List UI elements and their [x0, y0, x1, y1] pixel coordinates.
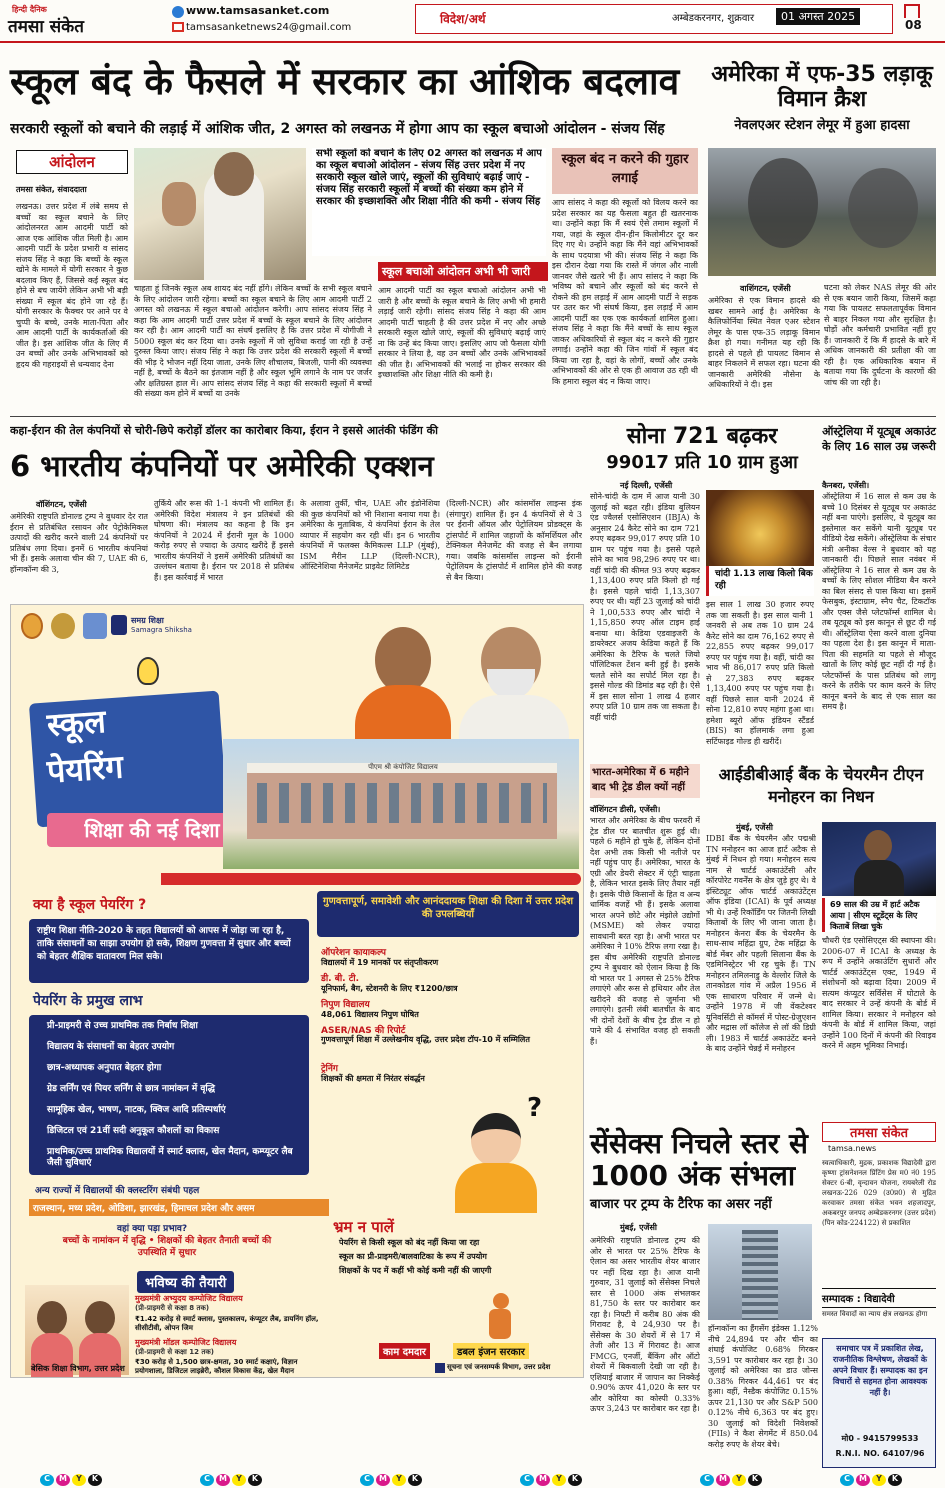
achievements-heading: गुणवत्तापूर्ण, समावेशी और आनंददायक शिक्षा की दिशा में उत्तर प्रदेश की उपलब्धियाँ [323, 896, 573, 920]
lead-byline: तमसा संकेत, संवाददाता [16, 185, 87, 194]
slogan-b: डबल इंजन सरकार [453, 1343, 529, 1359]
future-2-text: ₹30 करोड़ से 1,500 छात्र-क्षमता, 30 स्मार्ट कक्षाएं, विज्ञान प्रयोगशाला, डिजिटल लाइब्रेरी, कौशल विकास केंद्र, खेल मैदान [135, 1358, 298, 1375]
imprint-invite-box [822, 1338, 936, 1468]
print-mark-y: Y [392, 1474, 406, 1486]
f35-col-1: अमेरिका से एक विमान हादसे की खबर सामने आई है। अमेरिका के कैलिफोर्निया स्थित नेवल एअर स्टेशन लेमूर के पास एफ-35 लड़ाकू विमान क्रैश हो गया। गनीमत यह रही कि हादसे से पहले ही पायलट विमान से बाहर निकलने में सफल रहा। घटना की जानकारी अमेरिकी नौसेना के अधिकारियों ने दी। इस [708, 296, 820, 389]
imprint-site[interactable]: tamsa.news [828, 1144, 877, 1153]
print-mark-k: K [568, 1474, 582, 1486]
gold-headline-1: सोना 721 बढ़कर [626, 424, 778, 449]
dept-credit: बेसिक शिक्षा विभाग, उत्तर प्रदेश [31, 1364, 125, 1373]
myth-heading: भ्रम न पालें [333, 1218, 394, 1236]
imprint-text: स्वत्वाधिकारी, मुद्रक, प्रकाशक विद्यादेवी द्वारा कृष्णा ट्रांसनेशनल प्रिंटिंग प्रेस म0 नं0 195 सेक्टर 6-बी, वृन्दावन योजना, रायबरेली रोड लखनऊ-226 029 (उ0प्र0) से मुद्रित करवाकर तमसा संकेत भवन शहजादपुर, अकबरपुर जनपद अम्बेडकरनगर (उत्तर प्रदेश) (पिन कोड-224122) से प्रकाशित [822, 1159, 936, 1227]
print-mark-c: C [520, 1474, 534, 1486]
sensex-col-1: अमेरिकी राष्ट्रपति डोनाल्ड ट्रम्प की ओर से भारत पर 25% टैरिफ के ऐलान का असर भारतीय शेयर बाजार पर नहीं दिख रहा है। आज यानी गुरुवार, 31 जुलाई को सेंसेक्स निचले स्तर से 1000 अंक संभलकर 81,750 के स्तर पर कारोबार कर रहा है। निफ्टी में करीब 80 अंक की गिरावट है, ये 24,930 पर है। सेंसेक्स के 30 शेयरों में से 17 में तेजी और 13 में गिरावट है। आज FMCG, एनर्जी, बैंकिंग और ऑटो शेयरों में बिकवाली देखी जा रही है। एशियाई बाजार में जापान का निक्केई 0.90% ऊपर 41,020 के स्तर पर और कोरिया का कोस्पी 0.33% ऊपर 3,243 पर कारोबार कर रहा है। [590, 1236, 700, 1413]
school-building-illustration [223, 739, 579, 869]
achievement-title: ASER/NAS की रिपोर्ट [321, 1026, 406, 1036]
thinking-child-illustration [431, 1093, 577, 1213]
lead-boxhead: स्कूल बचाओ आंदोलन अभी भी जारी [378, 262, 548, 281]
print-mark-y: Y [552, 1474, 566, 1486]
benefit-item: प्री-प्राइमरी से उच्च प्राथमिक तक निर्बाध शिक्षा [47, 1021, 198, 1031]
imprint-invite: समाचार पत्र में प्रकाशित लेख, राजनीतिक विश्लेषण, लेखकों के अपने विचार हैं। सम्पादक का इन विचारों से सहमत होना आवश्यक नहीं है। [832, 1344, 928, 1397]
print-mark-m: M [216, 1474, 230, 1486]
students-photo [25, 1285, 129, 1375]
slogan-a: काम दमदार [379, 1343, 430, 1359]
school-pairing-ad [10, 604, 584, 1378]
bse-building-photo [708, 1224, 812, 1320]
australia-headline: ऑस्ट्रेलिया में यूट्यूब अकाउंट के लिए 16 साल उम्र जरूरी [822, 425, 936, 453]
print-mark-y: Y [232, 1474, 246, 1486]
runner-body [489, 1309, 511, 1339]
lead-headline: स्कूल बंद के फैसले में सरकार का आंशिक बदलाव [10, 60, 680, 103]
lightbulb-icon [137, 657, 159, 685]
future-1-title: मुख्यमंत्री अभ्युदय कम्पोजिट विद्यालय [135, 1294, 243, 1303]
page-number: 08 [905, 18, 922, 32]
issue-date: 01 अगस्त 2025 [776, 8, 860, 25]
leader-2-body [459, 695, 569, 745]
gold-col-2: इस साल 1 लाख 30 हजार रुपए तक जा सकती है। इस साल यानी 1 जनवरी से अब तक 10 ग्राम 24 कैरेट सोने का दाम 76,162 रुपए से 22,855 रुपए बढ़कर 99,017 रुपए पर पहुंच गया है। वहीं, चांदी का भाव भी 86,017 रुपए प्रति किलो से 27,383 रुपए बढ़कर 1,13,400 रुपए पर पहुंच गया है। वहीं पिछले साल यानी 2024 में सोना 12,810 रुपए महंगा हुआ था। हमेशा ब्यूरो ऑफ इंडियन स्टैंडर्ड (BIS) का हॉलमार्क लगा हुआ सर्टिफाइड गोल्ड ही खरीदें। [706, 600, 814, 746]
gold-caption: चांदी 1.13 लाख किलो बिक रही [715, 569, 813, 591]
pull-quote: सभी स्कूलों को बचाने के लिए 02 अगस्त को लखनऊ में आप का स्कूल बचाओ आंदोलन - संजय सिंह उत्तर प्रदेश में नए सरकारी स्कूल खोले जाएं, स्कूलों की सुविधाएं बढ़ाई जाएं - संजय सिंह सरकारी स्कूलों में बच्चों की संख्या कम होने में सरकार की इच्छाशक्ति और शिक्षा नीति की कमी - संजय सिंह [316, 148, 542, 207]
iran-headline: 6 भारतीय कंपनियों पर अमेरिकी एक्शन [10, 449, 434, 483]
samagra-name: समग्र शिक्षा [131, 616, 164, 625]
masthead-rule [0, 41, 945, 43]
future-2-sub: (प्री-प्राइमरी से कक्षा 12 तक) [135, 1348, 214, 1356]
idbi-dateline: मुंबई, एजेंसी [736, 823, 773, 832]
print-mark-c: C [200, 1474, 214, 1486]
print-mark-y: Y [732, 1474, 746, 1486]
print-mark-c: C [700, 1474, 714, 1486]
idbi-headline: आईडीबीआई बैंक के चेयरमैन टीएन मनोहरन का निधन [718, 765, 924, 806]
iran-col-2: तुर्किये और रूस की 1-1 कंपनी भी शामिल हैं। अमेरिकी विदेश मंत्रालय ने इन प्रतिबंधों की घोषणा की। मंत्रालय का कहना है कि इन कंपनियों ने 2024 में ईरानी मूल के 1000 करोड़ रुपए से ज्यादा के उत्पाद खरीदे हैं इससे भारतीय कंपनियों ने इसमें अमेरिकी प्रतिबंधों का उल्लंघन बताया है। ईरान पर 2018 से प्रतिबंध हैं। इस कार्रवाई में भारत [154, 499, 294, 582]
building-windows [257, 783, 547, 823]
myth-list [329, 1237, 579, 1297]
ad-title-2: पेयरिंग [45, 747, 125, 791]
effect-answer: बच्चों के नामांकन में वृद्धि • शिक्षकों की बेहतर तैनाती बच्चों की उपस्थिति में सुधार [62, 1236, 272, 1258]
f35-subhead: नेवलएअर स्टेशन लेमूर में हुआ हादसा [734, 118, 910, 133]
print-mark-c: C [840, 1474, 854, 1486]
achievement-text: गुणवत्तापूर्ण शिक्षा में उल्लेखनीय वृद्धि, उत्तर प्रदेश टॉप-10 में सम्मिलित [321, 1035, 530, 1044]
leaders-photo [341, 611, 581, 739]
iran-col-4: (दिल्ली-NCR) और कांसमॉस लाइन्स इंक (संगापुर) शामिल हैं। इन 4 कंपनियों से ये 3 पर ईरानी ऑयल और पेट्रोलियम प्रोडक्ट्स के ट्रांसपोर्ट में शामिल जहाजों के कॉमर्शियल और टेक्निकल मैनेजमेंट की वजह से बैन लगाया गया। जबकि कांसमॉस लाइन्स को ईरानी पेट्रोलियम के ट्रांसपोर्ट में शामिल होने की वजह से बैन किया। [446, 499, 582, 582]
smoke-plume [748, 158, 818, 248]
imprint-box [822, 1122, 936, 1472]
page-icon [904, 4, 920, 18]
sensex-subhead: बाजार पर ट्रम्प के टैरिफ का असर नहीं [590, 1197, 772, 1212]
imprint-paper-name: तमसा संकेत [822, 1122, 936, 1142]
location-day: अम्बेडकरनगर, शुक्रवार [672, 13, 755, 24]
achievement-text: विद्यालयों में 19 मानकों पर संतृप्तीकरण [321, 958, 439, 967]
imprint-editor: सम्पादक : विद्यादेवी [822, 1288, 936, 1308]
masthead-paper-name: तमसा संकेत [8, 17, 84, 37]
running-child-illustration [471, 1293, 531, 1339]
myth-item: शिक्षकों के पद में कहीं भी कोई कमी नहीं की जाएगी [339, 1266, 492, 1275]
child-head [471, 1113, 521, 1167]
print-mark-m: M [856, 1474, 870, 1486]
gmail-icon [172, 22, 184, 32]
building-tower [742, 1230, 778, 1320]
print-mark-c: C [40, 1474, 54, 1486]
pull-quote-box [312, 148, 546, 256]
runner-head [493, 1293, 509, 1309]
lead-subhead: सरकारी स्कूलों को बचाने की लड़ाई में आंशिक जीत, 2 अगस्त को लखनऊ में होगा आप का स्कूल बचाओ आंदोलन - संजय सिंह [10, 121, 665, 137]
iran-dateline: वॉशिंगटन, एजेंसी [36, 500, 87, 509]
side-head-box [552, 148, 698, 194]
iran-col-1: अमेरिकी राष्ट्रपति डोनाल्ड ट्रम्प ने बुधवार देर रात ईरान से प्रतिबंधित रसायन और पेट्रोकेमिकल उत्पादों की खरीद करने वाली 24 कंपनियों पर प्रतिबंध लगा दिया। इनमें 6 भारतीय कंपनियां भी हैं। इसके अलावा चीन की 7, UAE की 6, हॉन्गकॉन्ग की 3, [10, 512, 148, 574]
samagra-name-en: Samagra Shiksha [131, 626, 192, 634]
other-states-heading: अन्य राज्यों में विद्यालयों की क्लस्टरिंग संबंधी पहल [35, 1186, 200, 1196]
lead-col-2: चाहता हूं जिनके स्कूल अब शायद बंद नहीं होंगे। लेकिन बच्चों के सभी स्कूल बचाने के लिए आंदोलन जारी रहेगा। बच्चों का स्कूल बचाने के लिए आम आदमी पार्टी 2 अगस्त को लखनऊ में स्कूल बचाओ आंदोलन करेगी। आप सांसद संजय सिंह ने कहा कि आम आदमी पार्टी उत्तर प्रदेश में बच्चों के स्कूल बचाने के लिए आंदोलन कर रही है। आम आदमी पार्टी का संघर्ष इसलिए है कि उत्तर प्रदेश में योगीजी ने 5000 स्कूल बंद कर दिया था। उनके स्कूलों में जो सुविधा कराई जा रही है उन्हें दुरुस्त किया जाए। संजय सिंह ने कहा कि उत्तर प्रदेश की सरकारी स्कूलों में बच्चों की भीड़ दे भोजन नहीं दिया जाता, उनके लिए शौचालय, बिजली, पानी की व्यवस्था नहीं है, बच्चों के बैठने का इंतजाम नहीं है और स्कूल भूमि लगाने के नाम पर जर्जर और क्षतिग्रस्त हाल में। आप सांसद संजय सिंह ने कहा की सरकारी स्कूलों में बच्चों की संख्या कम होने में बच्चों या उनके [134, 284, 372, 398]
sanjay-singh-photo [134, 148, 306, 280]
f35-headline: अमेरिका में एफ-35 लड़ाकू विमान क्रैश [711, 62, 933, 112]
australia-dateline: कैनबरा, एजेंसी। [822, 481, 870, 490]
benefits-heading: पेयरिंग के प्रमुख लाभ [33, 993, 143, 1009]
slogan-box [379, 1343, 569, 1359]
idbi-col-2: चौधरी एंड एसोसिएट्स की स्थापना की। 2006-07 में ICAI के अध्यक्ष के रूप में उन्होंने अकाउंटिंग सुधारों और चार्टर्ड अकाउंटेंट्स एक्ट, 1949 में संशोधनों को बढ़ावा दिया। 2009 में सत्यम कंप्यूटर सर्विसेस में घोटाले के बाद सरकार ने उन्हें कंपनी के बोर्ड में शामिल किया। सरकार ने मनोहरन को कंपनी के बोर्ड में शामिल किया, जहां उन्होंने 100 दिनों में कंपनी की रिवाइव करने में अहम भूमिका निभाई। [822, 936, 936, 1050]
smoke-plume-2 [848, 168, 918, 248]
student-2-head [85, 1301, 115, 1335]
idbi-caption: 69 साल की उम्र में हार्ट अटैक आया | सीएम स्टूडेंट्स के लिए किताबें लिखा चुके [830, 900, 920, 931]
australia-body: ऑस्ट्रेलिया में 16 साल से कम उम्र के बच्चे 10 दिसंबर से यूट्यूब पर अकाउंट नहीं बना पाएंगे। इसलिए, ये यूट्यूब का इस्तेमाल कर सकेंगे यानी यूट्यूब पर वीडियो देख सकेंगे। ऑस्ट्रेलिया के संचार मंत्री अनीका वेल्स ने बुधवार को यह जानकारी दी। पिछले साल नवंबर में ऑस्ट्रेलिया ने 16 साल से कम उम्र के बच्चों के लिए सोशल मीडिया बैन करने का बिल संसद से पास किया था। इसमें फेसबुक, इंस्टाग्राम, स्नैप चैट, टिकटॉक और एक्स जैसे प्लेटफॉर्म्स शामिल थे। तब यूट्यूब को इस कानून से छूट दी गई थी। ऑस्ट्रेलिया ऐसा करने वाला दुनिया का पहला देश है। इस कानून में माता-पिता की सहमति या पहले से मौजूद खातों के लिए कोई छूट नहीं दी गई है। प्लेटफॉर्म्स के पास प्रतिबंध को लागू करने के तरीके पर काम करने के लिए कानून बनने के बाद से एक साल का समय है। [822, 492, 936, 711]
gold-headline-2: 99017 प्रति 10 ग्राम हुआ [606, 452, 798, 473]
globe-icon [172, 6, 184, 18]
section-label: विदेश/अर्थ [440, 12, 486, 26]
info-dept: सूचना एवं जनसम्पर्क विभाग, उत्तर प्रदेश [447, 1363, 551, 1371]
trade-body: भारत और अमेरिका के बीच फरवरी में ट्रेड डील पर बातचीत शुरू हुई थी। पहले 6 महीने हो चुके हैं, लेकिन दोनों देश अभी तक किसी भी नतीजे पर नहीं पहुंच पाए हैं। अमेरिका, भारत के एग्री और डेयरी सेक्टर में एंट्री चाहता है, लेकिन भारत इसके लिए तैयार नहीं है। इसके पीछे किसानों के हित व अन्य धार्मिक वजहें भी हैं। इसके अलावा भारत अपने छोटे और मंझोले उद्योगों (MSME) को लेकर ज्यादा सावधानी बरत रहा है। अभी भारत पर अमेरिका ने 10% टैरिफ लगा रखा है। इस बीच अमेरिकी राष्ट्रपति डोनाल्ड ट्रम्प ने बुधवार को ऐलान किया है कि वो भारत पर 1 अगस्त से 25% टैरिफ लगाएंगे और रूस से हथियार और तेल खरीदने की वजह से जुर्माना भी लगाएंगे। इतनी लंबी बातचीत के बाद भी दोनों देशों के बीच ट्रेड डील न हो पाने की 4 संभावित वजह हो सकती हैं। [590, 816, 700, 1046]
f35-dateline: वाशिंगटन, एजेंसी [740, 284, 791, 293]
imprint-mobile: मो0 - 9415799533 [841, 1434, 919, 1443]
myth-item: पेयरिंग से किसी स्कूल को बंद नहीं किया जा रहा [339, 1238, 480, 1247]
future-1-text: ₹1.42 करोड़ से स्मार्ट क्लास, पुस्तकालय, कंप्यूटर लैब, डायनिंग हॉल, सीसीटीवी, ओपन जिम [135, 1315, 319, 1332]
print-mark-k: K [888, 1474, 902, 1486]
sensex-headline: सेंसेक्स निचले स्तर से 1000 अंक संभला [590, 1127, 808, 1192]
idbi-caption-box [822, 898, 936, 932]
benefit-item: प्राथमिक/उच्च प्राथमिक विद्यालयों में स्मार्ट क्लास, खेल मैदान, कम्प्यूटर लैब जैसी सुविधाएं [47, 1147, 293, 1168]
question-mark-icon: ? [527, 1093, 543, 1123]
lead-col-1: लखनऊ। उत्तर प्रदेश में लंबे समय से बच्चों का स्कूल बचाने के लिए आंदोलनरत आम आदमी पार्टी को आज एक आंशिक जीत मिली है। आम आदमी पार्टी के प्रदेश प्रभारी व सांसद संजय सिंह ने कहा कि बच्चों के स्कूल खोने के मामले में योगी सरकार ने कुछ बदलाव किए हैं, जिससे कई स्कूल बंद होने से बच जायेंगे लेकिन अभी भी बड़ी संख्या में स्कूल बंद होने जा रहे हैं। योगी सरकार के फैक्चर पर आने पर वे चुप्पी के बच्चे, उनके माता-पिता और आम आदमी पार्टी के कार्यकर्ताओं की जीत है। इस आंशिक जीत के लिए मैं उन बच्चों और उनके अभिभावकों को हृदय की गहराइयों से धन्यवाद देना [16, 202, 128, 369]
benefit-item: सामूहिक खेल, भाषण, नाटक, क्विज आदि प्रतिस्पर्धाएं [47, 1105, 226, 1115]
imprint-jurisdiction: समस्त विवादों का न्याय क्षेत्र लखनऊ होगा [822, 1310, 928, 1318]
info-dept-logo [435, 1363, 445, 1373]
gold-caption-box [706, 566, 814, 596]
masthead-website[interactable]: www.tamsasanket.com [186, 4, 330, 17]
idbi-col-1: IDBI बैंक के चेयरमैन और पद्मश्री TN मनोहरन का आज हार्ट अटैक से मुंबई में निधन हो गया। मनोहरन सत्य नाम से चार्टर्ड अकाउंटेंसी और कॉरपोरेट गवर्नेंस के क्षेत्र जुड़े हुए थे। वे इंस्टिट्यूट ऑफ चार्टर्ड अकाउंटेंट्स ऑफ इंडिया (ICAI) के पूर्व अध्यक्ष भी थे। उन्हें रिकॉर्डिंग पर जितनी लिखी किताबों के लिए भी जाना जाता है। मनोहरन केनरा बैंक के चेयरमैन के साथ-साथ महिंद्रा ग्रुप, टेक महिंद्रा के बोर्ड मेंबर और पहली सिलाना बैंक के एडमिनिस्ट्रेटर भी रह चुके हैं। TN मनोहरन तमिलनाडु के वेल्लोर जिले के तानकोडल गांव में अप्रैल 1956 में एक साधारण परिवार में जन्मे थे। उन्होंने 1978 में जी वेंकटेश्वर यूनिवर्सिटी से कॉमर्स में पोस्ट-ग्रेजुएशन और मद्रास लॉ कॉलेज से लॉ की डिग्री ली। 1983 में चार्टर्ड अकाउंटेंट बनने के बाद उन्होंने चेन्नई में मनोहरन [706, 834, 816, 1053]
what-heading: क्या है स्कूल पेयरिंग ? [33, 897, 147, 913]
photo-person-head [214, 152, 254, 196]
benefit-item: छात्र-अध्यापक अनुपात बेहतर होगा [47, 1063, 162, 1073]
future-1-sub: (प्री-प्राइमरी से कक्षा 8 तक) [135, 1304, 210, 1312]
gold-dateline: नई दिल्ली, एजेंसी [620, 481, 673, 490]
photo-hand [162, 182, 196, 226]
print-marks-row [0, 1474, 945, 1488]
achievement-title: ट्रेनिंग [321, 1064, 338, 1074]
benefit-item: ग्रेड लर्निंग एवं पियर लर्निंग से छात्र नामांकन में वृद्धि [47, 1084, 215, 1094]
myth-item: स्कूल का प्री-प्राइमरी/बालवाटिका के रूप में उपयोग [339, 1252, 487, 1261]
student-1-head [37, 1301, 67, 1335]
achievement-title: डी. बी. टी. [321, 974, 360, 984]
lead-col-3: आम आदमी पार्टी का स्कूल बचाओ आंदोलन अभी भी जारी है और बच्चों के स्कूल बचाने के लिए अभी भी हमारी लड़ाई जारी रहेगी। सांसद संजय सिंह ने कहा की आम आदमी पार्टी चाहती है की उत्तर प्रदेश में नए और अच्छे सरकारी स्कूल खोले जाएं, स्कूलों की सुविधाएं बढ़ाई जाएं ना कि उन्हें बंद किया जाए। इसलिए आप जो फैसला योगी सरकार ने लिया है, वह उन बच्चों और उनके अभिभावकों की जीत है। अभिभावकों की भलाई ना होकर सरकार की इच्छाशक्ति और शिक्षा नीति की कमी है। [378, 286, 546, 379]
print-mark-k: K [248, 1474, 262, 1486]
print-mark-y: Y [872, 1474, 886, 1486]
benefits-list [29, 1015, 309, 1175]
pencil-graphic [161, 873, 581, 885]
trade-head-box [590, 764, 700, 798]
ad-title-1: स्कूल [45, 701, 107, 745]
leader-1-body [355, 685, 451, 745]
print-mark-m: M [56, 1474, 70, 1486]
f35-col-2: घटना को लेकर NAS लेमूर की ओर से एक बयान जारी किया, जिसमें कहा गया कि पायलट सफलतापूर्वक विमान से बाहर निकल गया और सुरक्षित है। घोड़ों और कर्मचारी प्रभावित नहीं हुए हैं। जानकारी दें कि मैं हादसे के बारे में अधिक जानकारी की प्रतीक्षा की जा रही है। एक अधिकारिक बयान में बताया गया कि दुर्घटना के कारणों की जांच की जा रही है। [824, 283, 936, 387]
ad-tagline: शिक्षा की नई दिशा [47, 813, 257, 847]
up-govt-logo [21, 613, 43, 639]
masthead-tagline: हिन्दी दैनिक [12, 5, 47, 14]
achievement-text: 48,061 विद्यालय निपुण घोषित [321, 1010, 419, 1019]
photo-person-body [854, 860, 904, 896]
iran-kicker: कहा-ईरान की तेल कंपनियों से चोरी-छिपे करोड़ों डॉलर का कारोबार किया, ईरान ने इससे आतंकी फंडिंग की [10, 424, 438, 437]
benefit-item: विद्यालय के संसाधनों का बेहतर उपयोग [47, 1042, 175, 1052]
iran-col-3: के अलावा तुर्की, चीन, UAE और इंडोनेशिया की कुछ कंपनियों को भी निशाना बनाया गया है। अमेरिका के मुताबिक, ये कंपनियां ईरान के तेल व्यापार में सहयोग कर रही थीं। इन 6 भारतीय कंपनियों में फलक्स कैमिकल्स LLP (मुंबई), ISM मैरीन LLP (दिल्ली-NCR), ऑस्टिनेशिया मैनेजमेंट प्राइवेट लिमिटेड [300, 499, 440, 571]
lead-tag: आंदोलन [16, 150, 128, 174]
imprint-rni: R.N.I. NO. 64107/96 [835, 1449, 925, 1458]
masthead-logo-block [8, 4, 178, 38]
benefit-item: डिजिटल एवं 21वीं सदी अनुकूल कौशलों का विकास [47, 1126, 220, 1136]
side-head: स्कूल बंद न करने की गुहार लगाई [561, 152, 689, 186]
achievement-text: शिक्षकों की क्षमता में निरंतर संवर्द्धन [321, 1074, 425, 1083]
sensex-col-2: हॉन्गकॉन्ग का हैंगसेंग इंडेक्स 1.12% नीचे 24,894 पर और चीन का शंघाई कंपोजिट 0.68% गिरकर 3,591 पर कारोबार कर रहा है। 30 जुलाई को अमेरिका का डाउ जोन्स 0.38% गिरकर 44,461 पर बंद हुआ। वहीं, नैस्डैक कंपोजिट 0.15% ऊपर 21,130 पर और S&P 500 0.12% नीचे 6,363 पर बंद हुए। 30 जुलाई को विदेशी निवेशकों (FIIs) ने कैश सेगमेंट में 850.04 करोड़ रुपए के शेयर बेचे। [708, 1324, 818, 1449]
states-list: राजस्थान, मध्य प्रदेश, ओडिशा, झारखंड, हिमाचल प्रदेश और असम [29, 1199, 329, 1216]
child-body [455, 1163, 537, 1213]
trade-dateline: वॉशिंगटन डीसी, एजेंसी। [590, 805, 661, 814]
lead-col-4: आप सांसद ने कहा की स्कूलों को विलय करने का प्रदेश सरकार का यह फैसला बहुत ही खतरनाक था। उन्होंने कहा कि मैं स्वयं ऐसे तमाम स्कूलों में गया, जहां के स्कूल दीन-हीन किलोमीटर दूर कर दिए गए थे। उन्होंने कहा कि मैंने वहां अभिभावकों के साथ पदयात्रा भी की। संजय सिंह ने कहा कि इस दौरान देखा गया कि रास्ते में जंगल और नाली जानवर जैसे खतरे भी हैं। आप सांसद ने कहा कि भविष्य को बचाने और स्कूलों को बंद करने से रोकने की हम लड़ाई में आम आदमी पार्टी ने सड़क पर उतर कर भी संघर्ष किया, इस लड़ाई में आम आदमी पार्टी का एक एक कार्यकर्ता शामिल हुआ। संजय सिंह ने कहा कि मैंने बच्चों के साथ स्कूल जाकर अधिकारियों से स्कूल बंद न करने की गुहार लगाई। उन्होंने कहा की जिन गांवों में स्कूल बंद किया जा रहा है, वहां के लोगों, बच्चों और उनके अभिभावकों की ओर से एक ही आवाज उठ रही थी कि हमारा स्कूल बंद न किया जाए। [552, 198, 698, 386]
achievement-title: ऑपरेशन कायाकल्प [321, 948, 386, 958]
rule-upper [10, 416, 936, 417]
print-mark-m: M [716, 1474, 730, 1486]
print-mark-k: K [748, 1474, 762, 1486]
samagra-logo [111, 615, 127, 635]
building-sign: पीएम श्री कंपोजिट विद्यालय [368, 763, 438, 771]
print-mark-c: C [360, 1474, 374, 1486]
future-heading: भविष्य की तैयारी [137, 1271, 234, 1293]
f35-crash-photo [708, 148, 936, 276]
achievement-text: यूनिफार्म, बैग, स्टेशनरी के लिए ₹1200/छात्र [321, 984, 458, 993]
gold-jewellery-photo [706, 490, 814, 570]
sensex-dateline: मुंबई, एजेंसी [620, 1223, 657, 1232]
effect-question: वहां क्या पड़ा प्रभाव? [117, 1224, 188, 1234]
education-logo [83, 613, 107, 639]
emblem-logo [51, 613, 75, 639]
masthead-email[interactable]: tamsasanketnews24@gmail.com [186, 22, 352, 33]
leader-1-head [375, 627, 431, 693]
print-mark-k: K [88, 1474, 102, 1486]
what-text: राष्ट्रीय शिक्षा नीति-2020 के तहत विद्यालयों को आपस में जोड़ा जा रहा है, ताकि संसाधनों का साझा उपयोग हो सके, शिक्षण गुणवत्ता में सुधार और बच्चों को बेहतर शैक्षिक वातावरण मिल सके। [37, 926, 291, 962]
achievement-item [317, 1061, 579, 1091]
what-box [29, 919, 309, 983]
print-mark-y: Y [72, 1474, 86, 1486]
gold-col-1: सोने-चांदी के दाम में आज यानी 30 जुलाई को बढ़त रही। इंडिया बुलियन एंड ज्वैलर्स एसोसिएशन (IBJA) के अनुसार 24 कैरेट सोने का दाम 721 रुपए बढ़कर 99,017 रुपए प्रति 10 ग्राम पर पहुंच गया है। इससे पहले सोने का भाव 98,296 रुपए पर था। वहीं चांदी की कीमत 93 रुपए बढ़कर 1,13,400 रुपए प्रति किलो हो गई है। इससे पहले चांदी 1,13,307 रुपए पर थी। यहीं 23 जुलाई को चांदी ने 1,00,533 रुपए और चांदी ने 1,15,850 रुपए ऑल टाइम हाई बनाया था। केडिया एडवाइजरी के डायरेक्टर अजय केडिया कहते हैं कि अमेरिका के टैरिफ के चलते जियो पॉलिटिकल टेंशन बनी हुई है। इसके चलते सोने का सपोर्ट मिल रहा है। इससे गोल्ड की डिमांड बढ़ रही है। ऐसे में इस साल सोना 1 लाख 4 हजार रुपए प्रति 10 ग्राम तक जा सकता है। वहीं चांदी [590, 492, 700, 722]
future-2-title: मुख्यमंत्री मॉडल कम्पोजिट विद्यालय [135, 1338, 237, 1347]
print-mark-m: M [376, 1474, 390, 1486]
manoharan-photo [822, 822, 936, 896]
masthead [0, 0, 945, 42]
achievement-item [317, 945, 579, 1055]
achievements-header [317, 891, 579, 937]
photo-person-head [864, 830, 892, 862]
print-mark-m: M [536, 1474, 550, 1486]
achievement-title: निपुण विद्यालय [321, 1000, 370, 1010]
trade-headline: भारत-अमेरिका में 6 महीने बाद भी ट्रेड डील क्यों नहीं [592, 767, 689, 793]
print-mark-k: K [408, 1474, 422, 1486]
